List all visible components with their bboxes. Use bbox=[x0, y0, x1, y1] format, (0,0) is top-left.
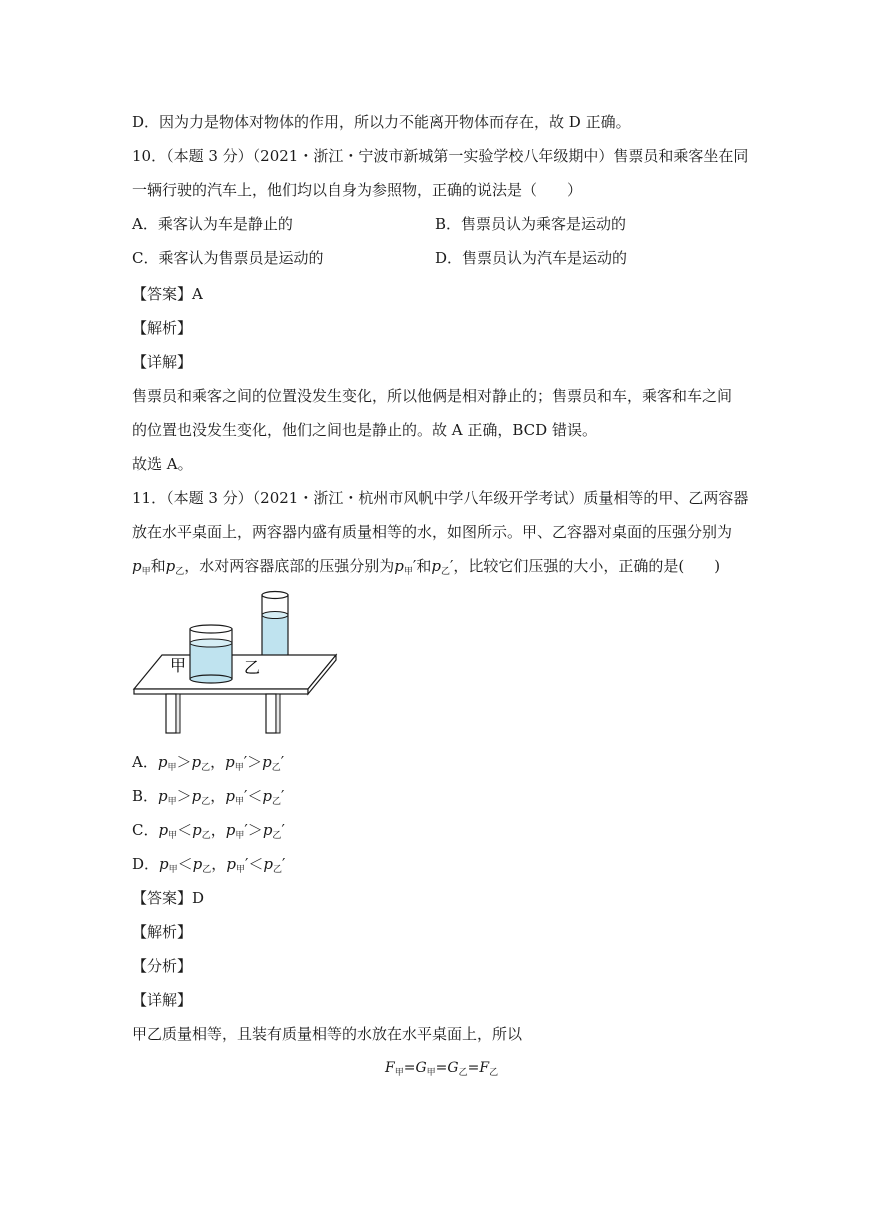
question-11-breakdown-heading: 【分析】 bbox=[132, 957, 193, 975]
question-11-option-c: C．$p_甲<p_乙$，$p_甲'>p_乙'$ bbox=[132, 821, 285, 841]
question-10-stem-line1: 10．（本题 3 分）（2021・浙江・宁波市新城第一实验学校八年级期中）售票员和乘客坐在同 bbox=[132, 147, 749, 165]
question-11-option-d: D．$p_甲<p_乙$，$p_甲'<p_乙'$ bbox=[132, 855, 286, 875]
question-11-analysis-heading: 【解析】 bbox=[132, 923, 193, 941]
question-10-option-c: C．乘客认为售票员是运动的 bbox=[132, 249, 324, 267]
question-11-option-b: B．$p_甲>p_乙$，$p_甲'<p_乙'$ bbox=[132, 787, 285, 807]
question-10-answer: 【答案】A bbox=[132, 285, 203, 303]
label-jia: 甲 bbox=[170, 656, 187, 675]
question-11-figure bbox=[130, 585, 342, 735]
question-11-answer: 【答案】D bbox=[132, 889, 205, 907]
label-yi: 乙 bbox=[244, 658, 261, 677]
question-11-stem-line3: $p_甲$和$p_乙$，水对两容器底部的压强分别为$p_甲'$和$p_乙'$，比较它们压强的大小，正确的是( ) bbox=[132, 557, 721, 577]
question-10-choice: 故选 A。 bbox=[132, 455, 193, 473]
question-10-detail-heading: 【详解】 bbox=[132, 353, 193, 371]
question-10-explanation-line2: 的位置也没发生变化，他们之间也是静止的。故 A 正确，BCD 错误。 bbox=[132, 421, 597, 439]
question-11-stem-line1: 11．（本题 3 分）（2021・浙江・杭州市风帆中学八年级开学考试）质量相等的甲、乙两容器 bbox=[132, 489, 749, 507]
question-11-formula: $F_甲=G_甲=G_乙=F_乙$ bbox=[385, 1060, 499, 1078]
question-10-option-b: B．售票员认为乘客是运动的 bbox=[435, 215, 627, 233]
table-containers-diagram bbox=[130, 585, 342, 735]
container-jia bbox=[190, 625, 232, 683]
question-10-option-a: A．乘客认为车是静止的 bbox=[132, 215, 293, 233]
question-11-explanation-line1: 甲乙质量相等，且装有质量相等的水放在水平桌面上，所以 bbox=[132, 1025, 523, 1043]
question-10-stem-line2: 一辆行驶的汽车上，他们均以自身为参照物，正确的说法是（ ） bbox=[132, 181, 583, 199]
question-11-detail-heading: 【详解】 bbox=[132, 991, 193, 1009]
question-10-explanation-line1: 售票员和乘客之间的位置没发生变化，所以他俩是相对静止的；售票员和车，乘客和车之间 bbox=[132, 387, 733, 405]
question-11-option-a: A．$p_甲>p_乙$，$p_甲'>p_乙'$ bbox=[132, 753, 285, 773]
question-11-stem-line2: 放在水平桌面上，两容器内盛有质量相等的水，如图所示。甲、乙容器对桌面的压强分别为 bbox=[132, 523, 733, 541]
question-10-option-d: D．售票员认为汽车是运动的 bbox=[435, 249, 628, 267]
table bbox=[134, 655, 336, 733]
text-line-prev-answer: D．因为力是物体对物体的作用，所以力不能离开物体而存在，故 D 正确。 bbox=[132, 113, 631, 131]
question-10-analysis-heading: 【解析】 bbox=[132, 319, 193, 337]
